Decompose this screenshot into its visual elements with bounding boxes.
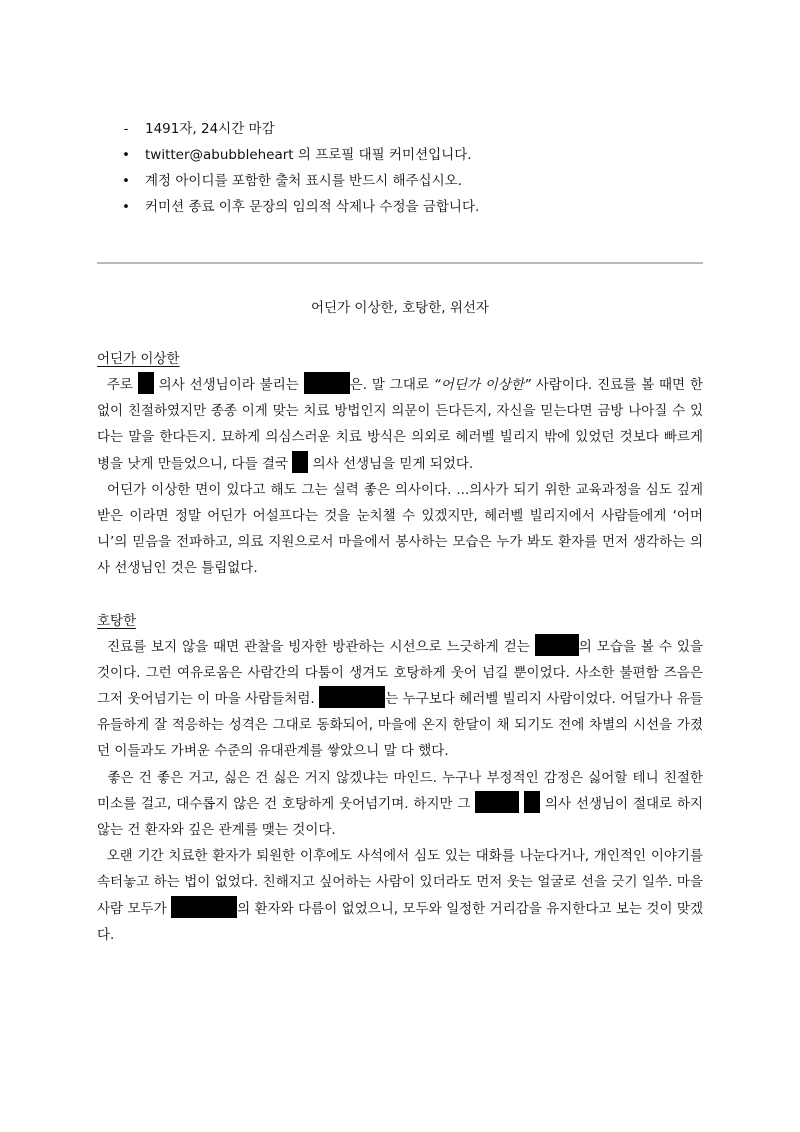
redaction-bar (138, 372, 154, 394)
emphasized-quote: “어딘가 이상한” (433, 377, 531, 393)
paragraph (97, 843, 703, 948)
paragraph-text: 오랜 기간 치료한 환자가 퇴원한 이후에도 사석에서 심도 있는 대화를 나눈다거나, 개인적인 이야기를 속터놓고 하는 법이 없었다. 친해지고 싶어하는 사람이 있더라도 먼저 웃는 얼굴로 선을 긋기 일쑤. 마을 사람 모두가 (97, 848, 703, 917)
document-body (97, 346, 703, 948)
note-item (118, 142, 718, 168)
note-item (118, 116, 718, 142)
paragraph (97, 372, 703, 477)
bullet-icon: • (122, 147, 130, 163)
paragraph-text: 주로 (106, 377, 138, 393)
paragraph-text: 어딘가 이상한 면이 있다고 해도 그는 실력 좋은 의사이다. ...의사가 되기 위한 교육과정을 심도 깊게 받은 이라면 정말 어딘가 어설프다는 것을 눈치챌 수 있겠지만, 헤러벨 빌리지에서 사람들에게 ‘어머니’의 믿음을 전파하고, 의료 지원으로서 마을에서 봉사하는 모습은 누가 봐도 환자를 먼저 생각하는 의사 선생님인 것은 틀림없다. (97, 481, 703, 577)
paragraph-text: 의사 선생님이 절대로 하지 않는 건 환자와 깊은 관계를 맺는 것이다. (97, 795, 703, 839)
paragraph-text: 의 환자와 다름이 없었으니, 모두와 일정한 거리감을 유지한다고 보는 것이 맞겠다. (97, 900, 703, 943)
paragraph-text: 진료를 보지 않을 때면 관찰을 빙자한 방관하는 시선으로 느긋하게 걷는 (106, 638, 535, 655)
dash-marker: - (123, 121, 129, 137)
paragraph-text: 의사 선생님을 믿게 되었다. (308, 455, 474, 472)
paragraph-text: 사람이다. 진료를 볼 때면 한없이 친절하였지만 종종 이게 맞는 치료 방법인지 의문이 든다든지, 자신을 믿는다면 금방 나아질 수 있다는 말을 한다든지. 묘하게 의심스러운 치료 방식은 의외로 헤러벨 빌리지 밖에 있었던 것보다 빠르게 병을 낫게 만들었으니, 다들 결국 (97, 377, 704, 472)
note-text: twitter@abubbleheart 의 프로필 대필 커미션입니다. (145, 147, 472, 163)
paragraph-text: 의사 선생님이라 불리는 (153, 377, 304, 393)
document-title: 어딘가 이상한, 호탕한, 위선자 (311, 300, 489, 316)
redaction-bar (535, 634, 579, 656)
paragraph-text: 는 누구보다 헤러벨 빌리지 사람이었다. 어딜가나 유들유들하게 잘 적응하는 성격은 그대로 동화되어, 마을에 온지 한달이 채 되기도 전에 차별의 시선을 가졌던 이들과도 가벼운 수준의 유대관계를 쌓았으니 말 다 했다. (97, 691, 703, 760)
redaction-bar (304, 372, 350, 394)
bullet-icon: • (122, 173, 130, 189)
note-text: 계정 아이디를 포함한 출처 표시를 반드시 해주십시오. (145, 173, 462, 189)
note-item (118, 168, 718, 194)
note-text: 1491자, 24시간 마감 (145, 121, 275, 137)
bullet-icon: • (122, 199, 130, 215)
redaction-bar (292, 451, 308, 473)
paragraph-text: 좋은 건 좋은 거고, 싫은 건 싫은 거지 않겠냐는 마인드. 누구나 부정적인 감정은 싫어할 테니 친절한 미소를 걸고, 대수롭지 않은 건 호탕하게 웃어넘기며. 하지만 그 (97, 769, 703, 812)
section-heading: 호탕한 (97, 612, 137, 629)
paragraph (97, 634, 703, 765)
redaction-bar (319, 686, 385, 708)
paragraph-gap (97, 582, 703, 608)
note-text: 커미션 종료 이후 문장의 임의적 삭제나 수정을 금합니다. (145, 199, 480, 215)
paragraph-text: 의 모습을 볼 수 있을 것이다. 그런 여유로움은 사람간의 다툼이 생겨도 호탕하게 웃어 넘길 뿐이었다. 사소한 불편함 즈음은 그저 웃어넘기는 이 마을 사람들처럼. (97, 638, 703, 708)
paragraph (97, 477, 703, 582)
paragraph (97, 765, 703, 844)
commission-notes (118, 116, 718, 220)
horizontal-divider (97, 262, 703, 264)
redaction-bar (524, 791, 540, 813)
paragraph-text: 은. 말 그대로 (349, 377, 434, 393)
redaction-bar (475, 791, 519, 813)
section-heading: 어딘가 이상한 (97, 351, 180, 367)
note-item (118, 194, 718, 220)
redaction-bar (171, 896, 237, 918)
